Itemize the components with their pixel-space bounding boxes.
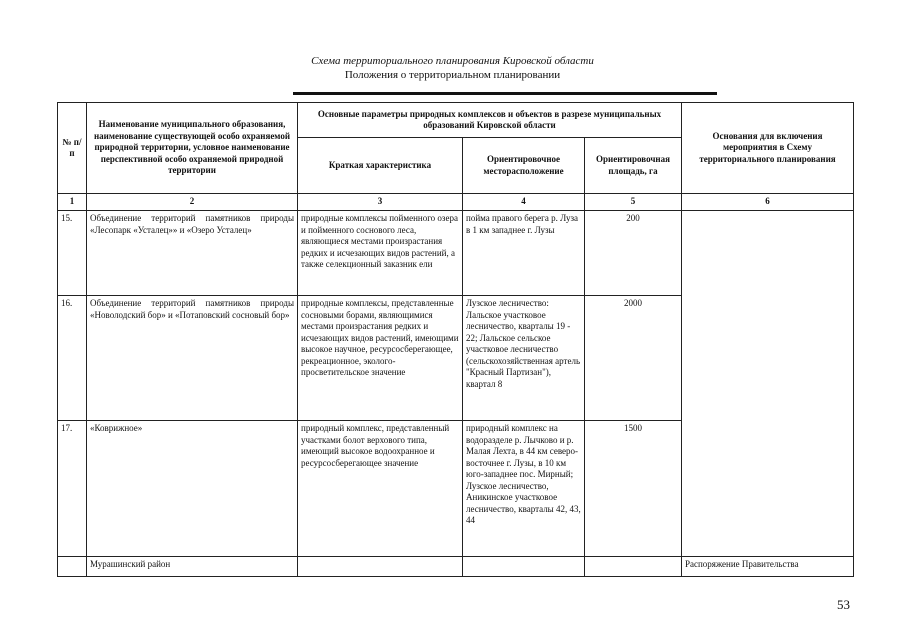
header-row-top: [58, 103, 854, 138]
row-name: Объединение территорий памятников природы «Лесопарк «Усталец»» и «Озеро Усталец»: [87, 211, 298, 296]
page-number: 53: [837, 597, 850, 612]
document-subtitle: Положения о территориальном планировании: [344, 69, 561, 81]
territories-table: [57, 102, 854, 577]
row-location: Лузское лесничество: Лальское участковое лесничество, кварталы 19 - 22; Лальское сельское участковое лесничество (сельскохозяйственная артель "Красный Партизан"), квартал 8: [463, 296, 585, 421]
header-num: № п/п: [58, 103, 87, 194]
column-number: 6: [682, 194, 854, 211]
district-location-empty: [463, 557, 585, 577]
row-location: пойма правого берега р. Луза в 1 км западнее г. Лузы: [463, 211, 585, 296]
column-number: 2: [87, 194, 298, 211]
row-num: 17.: [58, 421, 87, 557]
column-number-row: [58, 194, 854, 211]
header-characteristic: Краткая характеристика: [298, 138, 463, 194]
row-area: 1500: [585, 421, 682, 557]
basis-cell-empty: [682, 211, 854, 557]
row-num: 16.: [58, 296, 87, 421]
district-name: Мурашинский район: [87, 557, 298, 577]
document-header: [0, 54, 905, 83]
district-basis: Распоряжение Правительства: [682, 557, 854, 577]
row-num: 15.: [58, 211, 87, 296]
column-number: 1: [58, 194, 87, 211]
row-name: Объединение территорий памятников природы «Новолодский бор» и «Потаповский сосновый бор»: [87, 296, 298, 421]
header-params-group: Основные параметры природных комплексов и объектов в разрезе муниципальных образований Кировской области: [298, 103, 682, 138]
district-num-empty: [58, 557, 87, 577]
column-number: 3: [298, 194, 463, 211]
row-area: 2000: [585, 296, 682, 421]
header-name: Наименование муниципального образования, наименование существующей особо охраняемой природной территории, условное наименование перспективной особо охраняемой природной территории: [87, 103, 298, 194]
row-characteristic: природные комплексы, представленные сосновыми борами, являющимися местами произрастания редких и исчезающих видов растений, имеющими высокое научное, ресурсосберегающее, рекреационное, эколого-просветительское значение: [298, 296, 463, 421]
column-number: 4: [463, 194, 585, 211]
header-rule: [293, 92, 717, 95]
header-basis: Основания для включения мероприятия в Схему территориального планирования: [682, 103, 854, 194]
district-characteristic-empty: [298, 557, 463, 577]
header-location: Ориентировочное месторасположение: [463, 138, 585, 194]
row-name: «Коврижное»: [87, 421, 298, 557]
row-area: 200: [585, 211, 682, 296]
column-number: 5: [585, 194, 682, 211]
header-area: Ориентировочная площадь, га: [585, 138, 682, 194]
table-row: [58, 211, 854, 296]
district-row: [58, 557, 854, 577]
document-title: Схема территориального планирования Кировской области: [311, 55, 594, 67]
row-location: природный комплекс на водоразделе р. Лычково и р. Малая Лехта, в 44 км северо-восточнее г. Лузы, в 10 км юго-западнее пос. Мирный; Лузское лесничество, Аникинское участковое лесничество, кварталы 42, 43, 44: [463, 421, 585, 557]
district-area-empty: [585, 557, 682, 577]
row-characteristic: природный комплекс, представленный участками болот верхового типа, имеющий высокое водоохранное и ресурсосберегающее значение: [298, 421, 463, 557]
row-characteristic: природные комплексы пойменного озера и пойменного соснового леса, являющиеся местами произрастания редких и исчезающих видов растений, а также селекционный заказник ели: [298, 211, 463, 296]
